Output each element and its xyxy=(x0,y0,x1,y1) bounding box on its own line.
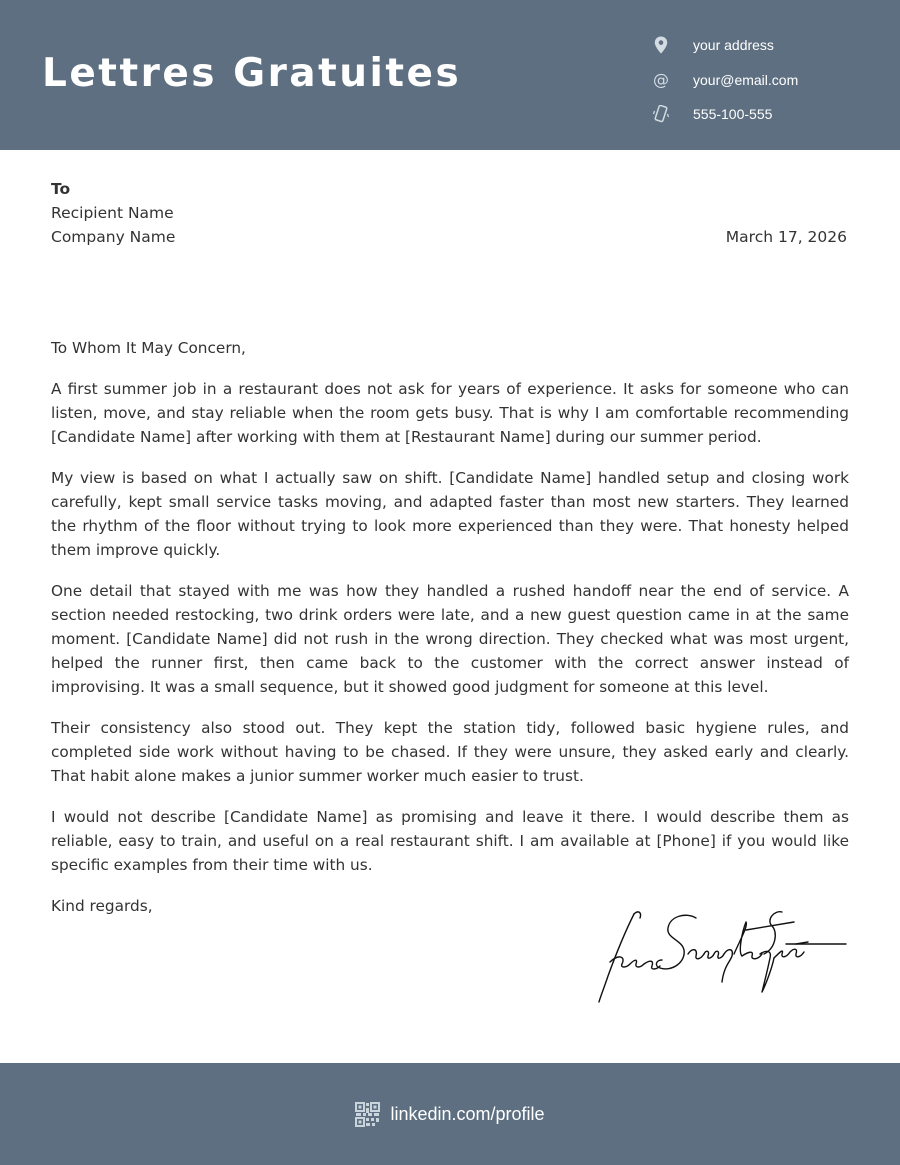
phone-text: 555-100-555 xyxy=(693,106,773,123)
recipient-name: Recipient Name xyxy=(51,204,174,222)
contact-address xyxy=(650,28,798,63)
location-pin-icon xyxy=(650,34,672,56)
phone-icon xyxy=(650,103,672,125)
brand-title: Lettres Gratuites xyxy=(42,51,462,96)
company-name: Company Name xyxy=(51,228,176,246)
address-text: your address xyxy=(693,37,774,54)
paragraph: Their consistency also stood out. They kept the station tidy, followed basic hygiene rules, and completed side work without having to be chased. If they were unsure, they asked early and clearly. That habit alone makes a junior summer worker much easier to trust. xyxy=(51,719,849,785)
email-text: your@email.com xyxy=(693,71,799,88)
at-sign-icon: @ xyxy=(653,70,669,90)
contact-block xyxy=(650,28,798,132)
paragraph: A first summer job in a restaurant does not ask for years of experience. It asks for someone who can listen, move, and stay reliable when the room gets busy. That is why I am comfortable recommending [Candidate Name] after working with them at [Restaurant Name] during our summer period. xyxy=(51,380,849,446)
paragraph: I would not describe [Candidate Name] as promising and leave it there. I would describe them as reliable, easy to train, and useful on a real restaurant shift. I am available at [Phone] if you would like specific examples from their time with us. xyxy=(51,808,849,874)
to-label: To xyxy=(51,180,71,198)
closing: Kind regards, xyxy=(51,897,153,915)
handwritten-signature xyxy=(596,902,848,1008)
contact-phone xyxy=(650,97,798,132)
contact-email xyxy=(650,63,798,98)
paragraph: One detail that stayed with me was how they handled a rushed handoff near the end of service. A section needed restocking, two drink orders were late, and a new guest question came in at the same moment. [Candidate Name] did not rush in the wrong direction. They checked what was most urgent, helped the runner first, then came back to the customer with the correct answer instead of improvising. It was a small sequence, but it showed good judgment for someone at this level. xyxy=(51,582,849,696)
salutation: To Whom It May Concern, xyxy=(51,339,246,357)
header-banner xyxy=(0,0,900,150)
recipient-block xyxy=(51,177,175,249)
linkedin-link[interactable] xyxy=(355,1102,544,1127)
letter-date: March 17, 2026 xyxy=(725,228,847,246)
paragraph: My view is based on what I actually saw on shift. [Candidate Name] handled setup and closing work carefully, kept small service tasks moving, and adapted faster than most new starters. They learned the rhythm of the floor without trying to look more experienced than they were. That honesty helped them improve quickly. xyxy=(51,469,849,559)
footer-banner xyxy=(0,1063,900,1165)
linkedin-text[interactable]: linkedin.com/profile xyxy=(390,1103,545,1124)
letter-body xyxy=(51,336,849,935)
qr-code-icon xyxy=(355,1102,380,1127)
